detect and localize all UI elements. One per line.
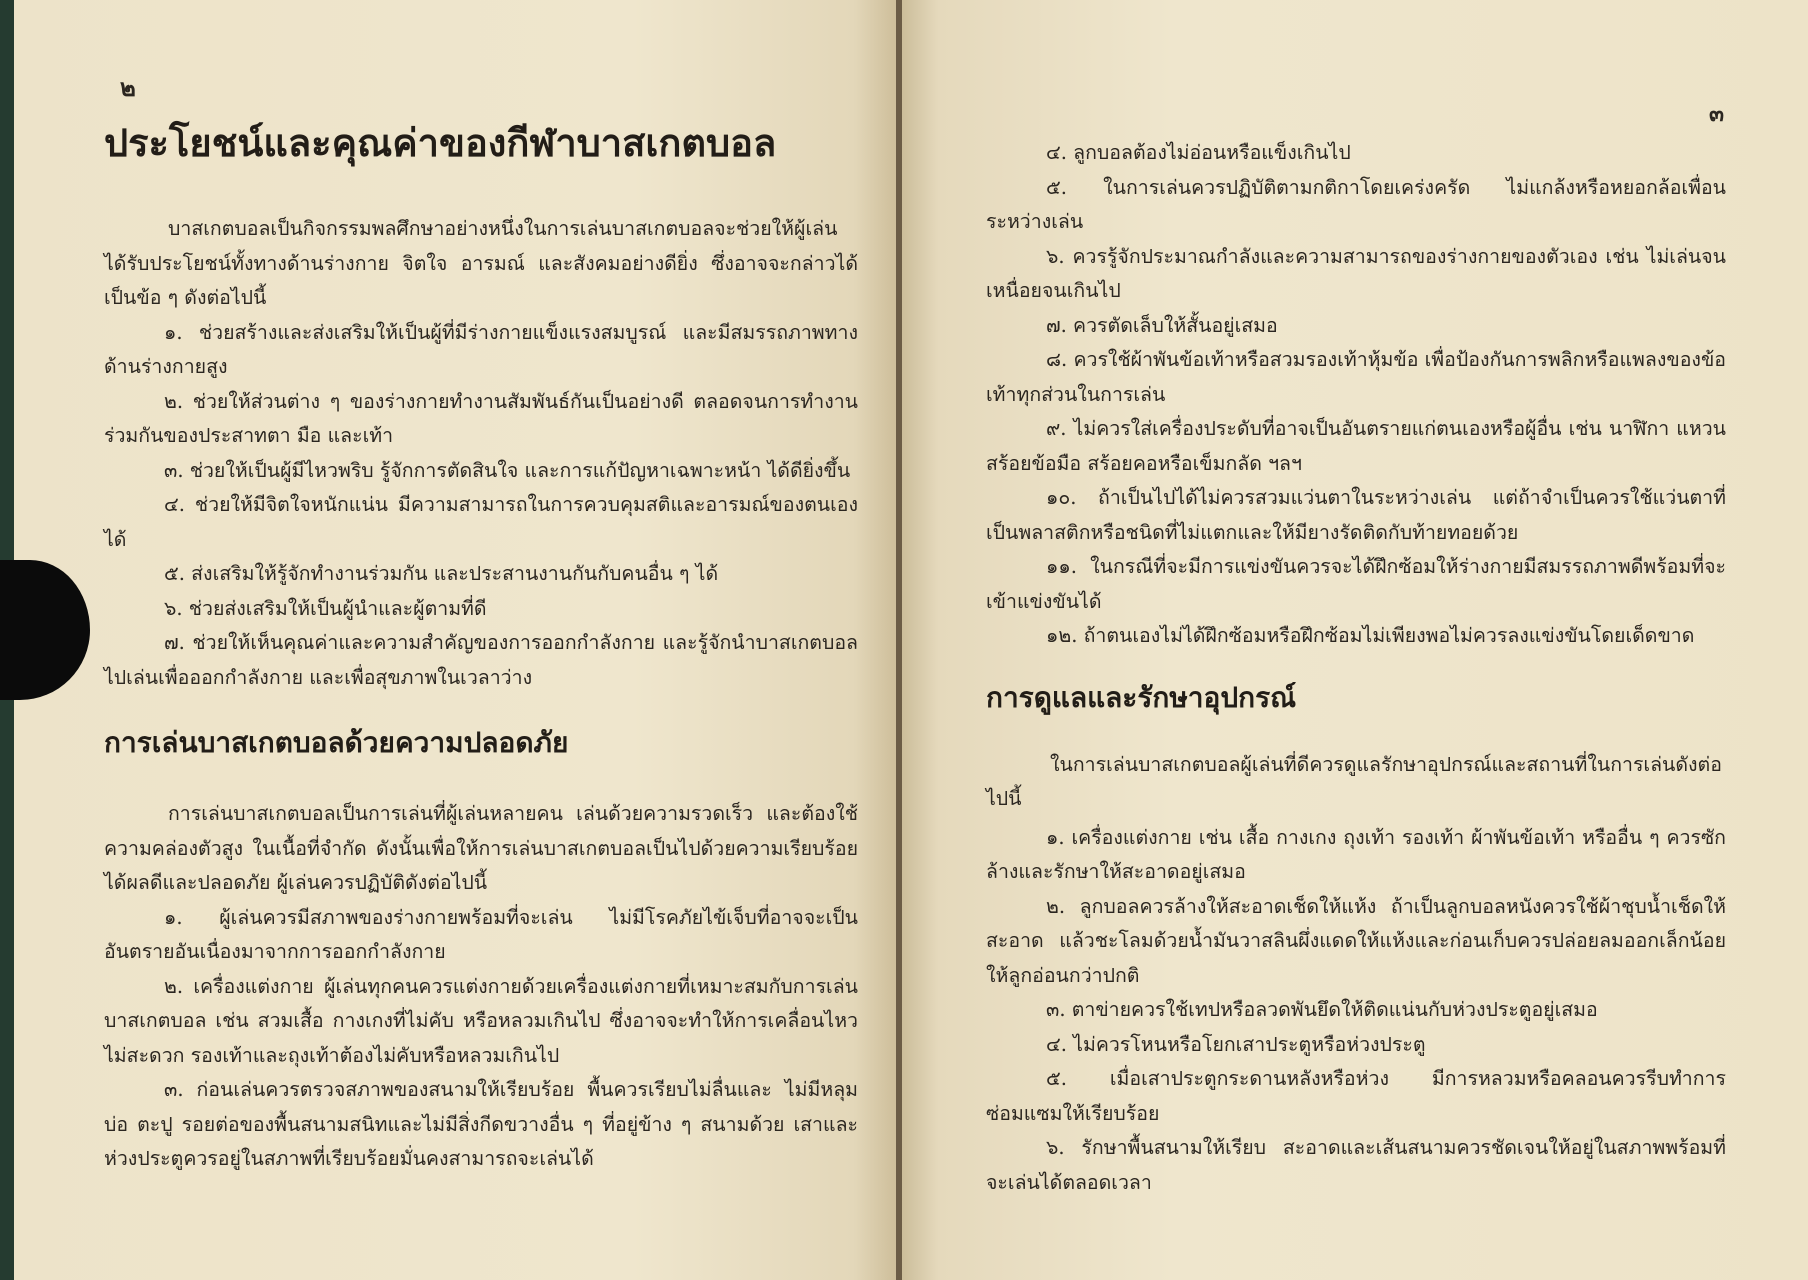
- safety-item: ๙. ไม่ควรใส่เครื่องประดับที่อาจเป็นอันตรายแก่ตนเองหรือผู้อื่น เช่น นาฬิกา แหวน สร้อยข้อมือ สร้อยคอหรือเข็มกลัด ฯลฯ: [986, 417, 1726, 475]
- safety-item: ๔. ลูกบอลต้องไม่อ่อนหรือแข็งเกินไป: [1046, 141, 1351, 164]
- benefits-intro: บาสเกตบอลเป็นกิจกรรมพลศึกษาอย่างหนึ่งในการเล่นบาสเกตบอลจะช่วยให้ผู้เล่นได้รับประโยชน์ทั้งทางด้านร่างกาย จิตใจ อารมณ์ และสังคมอย่างดียิ่ง ซึ่งอาจจะกล่าวได้เป็นข้อ ๆ ดังต่อไปนี้: [104, 217, 858, 309]
- safety-item: ๓. ก่อนเล่นควรตรวจสภาพของสนามให้เรียบร้อย พื้นควรเรียบไม่ลื่นและ ไม่มีหลุมบ่อ ตะปู รอยต่อของพื้นสนามสนิทและไม่มีสิ่งกีดขวางอื่น ๆ ที่อยู่ข้าง ๆ สนามด้วย เสาและห่วงประตูควรอยู่ในสภาพที่เรียบร้อยมั่นคงสามารถจะเล่นได้: [104, 1078, 858, 1170]
- safety-item: ๗. ควรตัดเล็บให้สั้นอยู่เสมอ: [1046, 313, 1278, 337]
- page-number-right: ๓: [1708, 101, 1724, 127]
- page-number-left: ๒: [120, 73, 136, 102]
- care-intro: ในการเล่นบาสเกตบอลผู้เล่นที่ดีควรดูแลรักษาอุปกรณ์และสถานที่ในการเล่นดังต่อไปนี้: [986, 752, 1722, 810]
- safety-title: การเล่นบาสเกตบอลด้วยความปลอดภัย: [104, 726, 569, 759]
- care-item: ๖. รักษาพื้นสนามให้เรียบ สะอาดและเส้นสนามควรชัดเจนให้อยู่ในสภาพพร้อมที่จะเล่นได้ตลอดเวลา: [986, 1136, 1726, 1194]
- benefit-item: ๑. ช่วยสร้างและส่งเสริมให้เป็นผู้ที่มีร่างกายแข็งแรงสมบูรณ์ และมีสมรรถภาพทางด้านร่างกายสูง: [104, 320, 858, 378]
- safety-intro: การเล่นบาสเกตบอลเป็นการเล่นที่ผู้เล่นหลายคน เล่นด้วยความรวดเร็ว และต้องใช้ความคล่องตัวสูง ในเนื้อที่จำกัด ดังนั้นเพื่อให้การเล่นบาสเกตบอลเป็นไปด้วยความเรียบร้อยได้ผลดีและปลอดภัย ผู้เล่นควรปฏิบัติดังต่อไปนี้: [104, 802, 858, 894]
- right-page: [902, 0, 1808, 1280]
- care-item: ๓. ตาข่ายควรใช้เทปหรือลวดพันยึดให้ติดแน่นกับห่วงประตูอยู่เสมอ: [1046, 998, 1598, 1021]
- care-item: ๑. เครื่องแต่งกาย เช่น เสื้อ กางเกง ถุงเท้า รองเท้า ผ้าพันข้อเท้า หรืออื่น ๆ ควรซักล้างและรักษาให้สะอาดอยู่เสมอ: [986, 825, 1726, 883]
- benefit-item: ๔. ช่วยให้มีจิตใจหนักแน่น มีความสามารถในการควบคุมสติและอารมณ์ของตนเองได้: [104, 493, 858, 551]
- safety-item: ๑. ผู้เล่นควรมีสภาพของร่างกายพร้อมที่จะเล่น ไม่มีโรคภัยไข้เจ็บที่อาจจะเป็นอันตรายอันเนื่องมาจากการออกกำลังกาย: [104, 905, 858, 963]
- safety-item: ๕. ในการเล่นควรปฏิบัติตามกติกาโดยเคร่งครัด ไม่แกล้งหรือหยอกล้อเพื่อนระหว่างเล่น: [986, 175, 1726, 233]
- safety-item: ๑๒. ถ้าตนเองไม่ได้ฝึกซ้อมหรือฝึกซ้อมไม่เพียงพอไม่ควรลงแข่งขันโดยเด็ดขาด: [1046, 624, 1695, 647]
- care-item: ๕. เมื่อเสาประตูกระดานหลังหรือห่วง มีการหลวมหรือคลอนควรรีบทำการซ่อมแซมให้เรียบร้อย: [986, 1067, 1726, 1125]
- benefit-item: ๕. ส่งเสริมให้รู้จักทำงานร่วมกัน และประสานงานกันกับคนอื่น ๆ ได้: [164, 562, 719, 585]
- safety-item: ๑๐. ถ้าเป็นไปได้ไม่ควรสวมแว่นตาในระหว่างเล่น แต่ถ้าจำเป็นควรใช้แว่นตาที่เป็นพลาสติกหรือชนิดที่ไม่แตกและให้มียางรัดติดกับท้ายทอยด้วย: [986, 486, 1726, 544]
- left-page: [14, 0, 898, 1280]
- benefit-item: ๒. ช่วยให้ส่วนต่าง ๆ ของร่างกายทำงานสัมพันธ์กันเป็นอย่างดี ตลอดจนการทำงานร่วมกันของประสาทตา มือ และเท้า: [104, 389, 858, 447]
- left-content: [104, 118, 858, 1177]
- care-title: การดูแลและรักษาอุปกรณ์: [986, 680, 1297, 714]
- care-item: ๔. ไม่ควรโหนหรือโยกเสาประตูหรือห่วงประตู: [1046, 1032, 1426, 1056]
- right-content: [986, 136, 1726, 1200]
- safety-item: ๒. เครื่องแต่งกาย ผู้เล่นทุกคนควรแต่งกายด้วยเครื่องแต่งกายที่เหมาะสมกับการเล่นบาสเกตบอล เช่น สวมเสื้อ กางเกงที่ไม่คับ หรือหลวมเกินไป ซึ่งอาจจะทำให้การเคลื่อนไหวไม่สะดวก รองเท้าและถุงเท้าต้องไม่คับหรือหลวมเกินไป: [104, 974, 858, 1067]
- benefits-title: ประโยชน์และคุณค่าของกีฬาบาสเกตบอล: [104, 121, 777, 165]
- benefit-item: ๗. ช่วยให้เห็นคุณค่าและความสำคัญของการออกกำลังกาย และรู้จักนำบาสเกตบอลไปเล่นเพื่อออกกำลังกาย และเพื่อสุขภาพในเวลาว่าง: [104, 631, 858, 689]
- safety-item: ๘. ควรใช้ผ้าพันข้อเท้าหรือสวมรองเท้าหุ้มข้อ เพื่อป้องกันการพลิกหรือแพลงของข้อเท้าทุกส่วนในการเล่น: [986, 348, 1726, 406]
- safety-item: ๖. ควรรู้จักประมาณกำลังและความสามารถของร่างกายของตัวเอง เช่น ไม่เล่นจนเหนื่อยจนเกินไป: [986, 244, 1726, 302]
- care-item: ๒. ลูกบอลควรล้างให้สะอาดเช็ดให้แห้ง ถ้าเป็นลูกบอลหนังควรใช้ผ้าชุบน้ำเช็ดให้สะอาด แล้วชะโลมด้วยน้ำมันวาสลินผึ่งแดดให้แห้งและก่อนเก็บควรปล่อยลมออกเล็กน้อยให้ลูกอ่อนกว่าปกติ: [986, 894, 1726, 987]
- safety-item: ๑๑. ในกรณีที่จะมีการแข่งขันควรจะได้ฝึกซ้อมให้ร่างกายมีสมรรถภาพดีพร้อมที่จะเข้าแข่งขันได้: [986, 555, 1726, 613]
- benefit-item: ๓. ช่วยให้เป็นผู้มีไหวพริบ รู้จักการตัดสินใจ และการแก้ปัญหาเฉพาะหน้า ได้ดียิ่งขึ้น: [164, 458, 851, 482]
- benefit-item: ๖. ช่วยส่งเสริมให้เป็นผู้นำและผู้ตามที่ดี: [164, 596, 487, 620]
